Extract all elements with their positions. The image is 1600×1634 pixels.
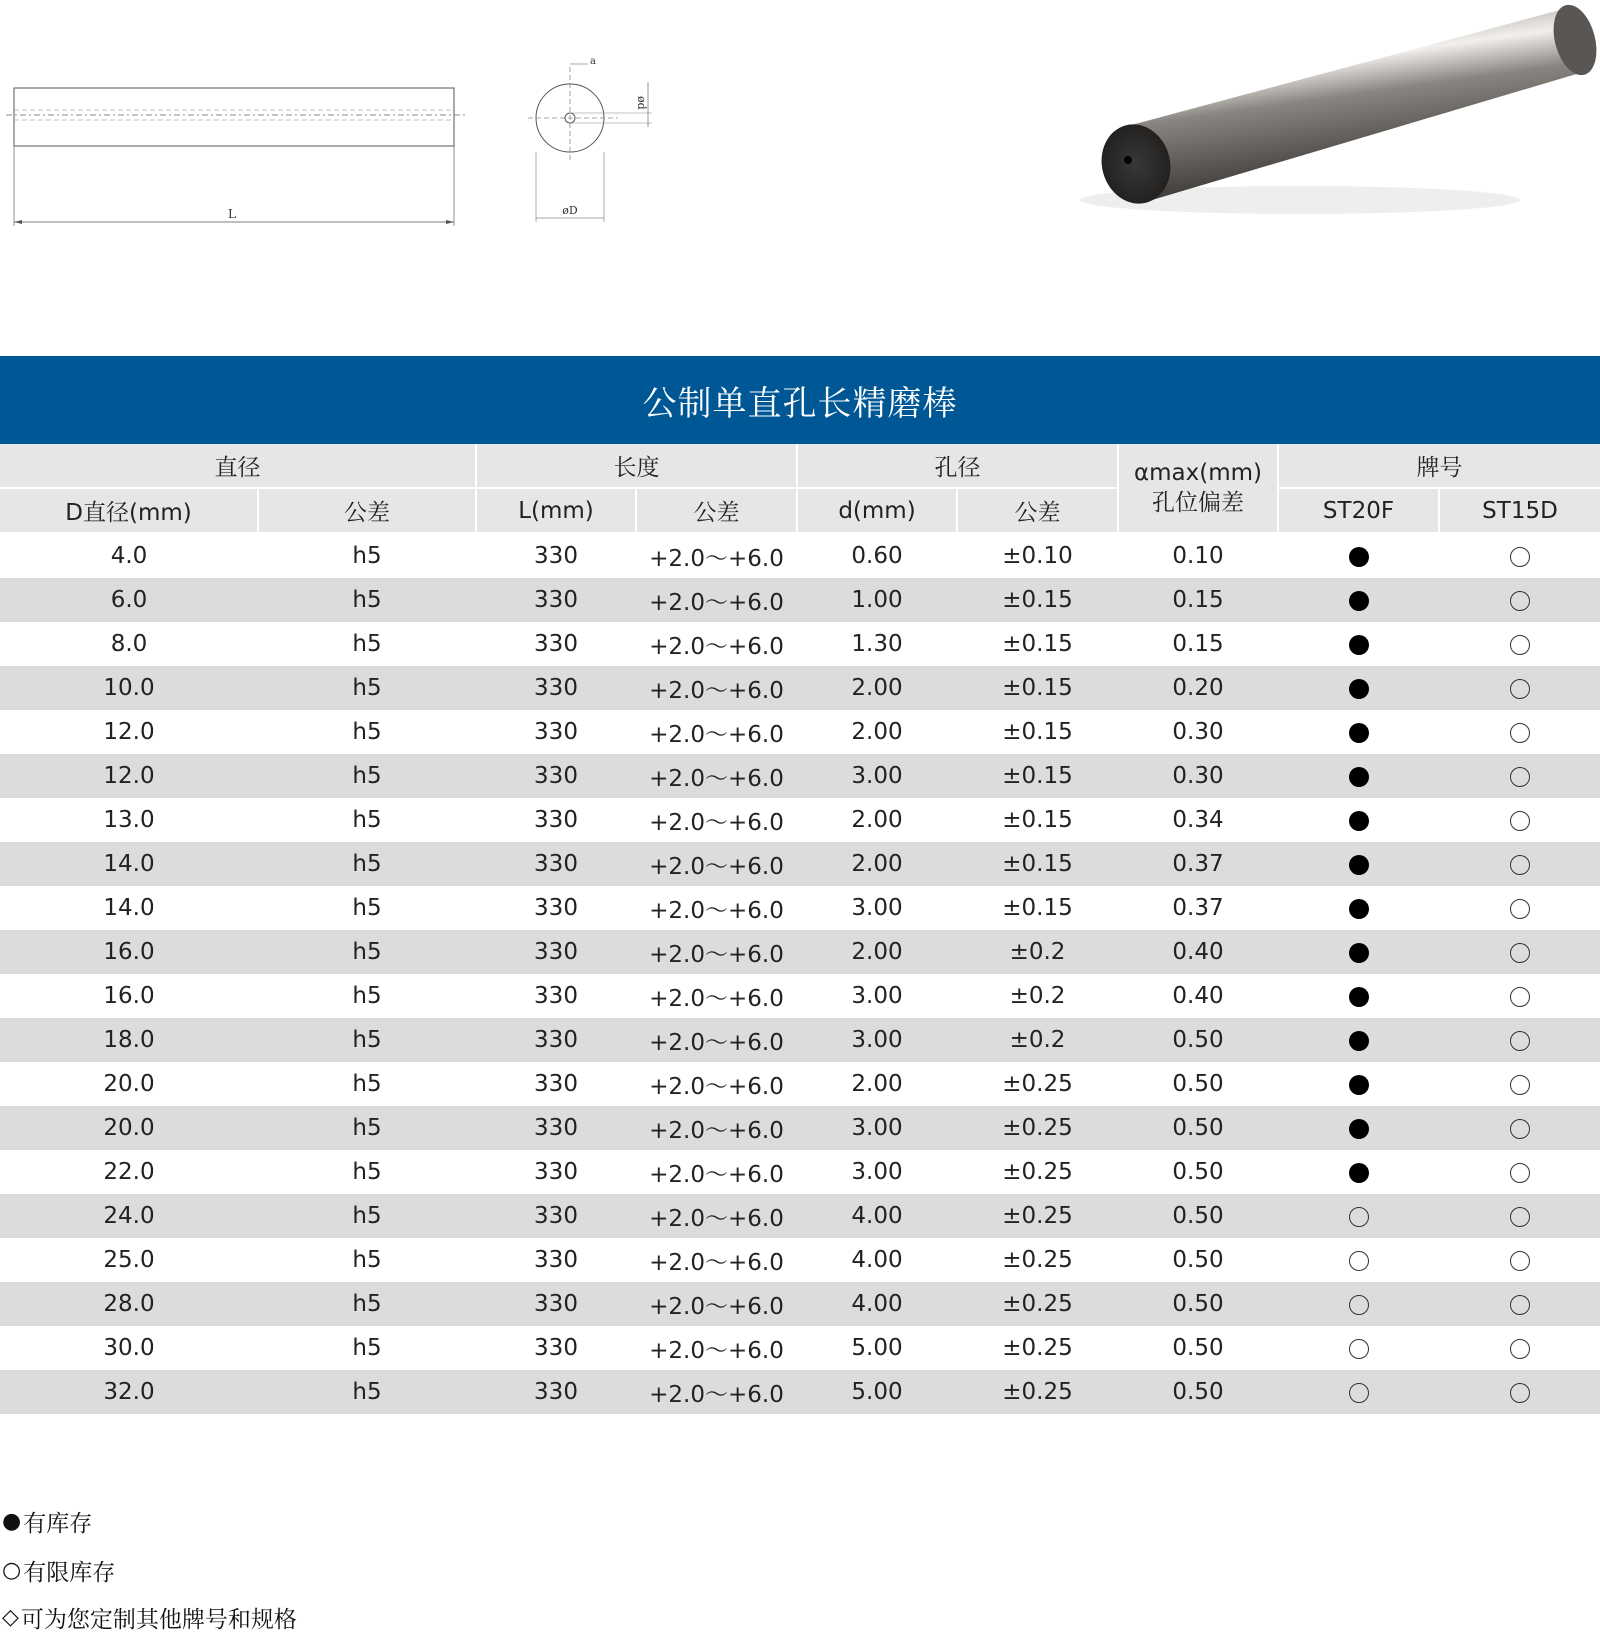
cell-grade-st15d [1439,578,1600,622]
cell-hole-diameter: 5.00 [797,1326,957,1370]
cell-diameter: 4.0 [0,533,258,578]
cell-diameter-tolerance: h5 [258,1194,476,1238]
cell-grade-st15d [1439,842,1600,886]
cell-length-tolerance: +2.0～+6.0 [636,666,797,710]
cell-grade-st20f [1278,1194,1439,1238]
cell-grade-st15d [1439,1326,1600,1370]
cell-length: 330 [476,533,636,578]
header-hole: 孔径 [797,444,1118,488]
empty-circle-icon [1349,1207,1369,1227]
cell-length: 330 [476,842,636,886]
cell-diameter-tolerance: h5 [258,1018,476,1062]
cell-amax: 0.15 [1118,622,1278,666]
cell-diameter: 10.0 [0,666,258,710]
empty-circle-icon [1510,855,1530,875]
cell-hole-diameter: 4.00 [797,1194,957,1238]
cell-grade-st15d [1439,1106,1600,1150]
cell-diameter: 22.0 [0,1150,258,1194]
table-row [0,1370,1600,1414]
dim-label-L: L [228,207,236,221]
subheader-d: d(mm) [797,488,957,533]
empty-circle-icon [1510,811,1530,831]
cell-hole-tolerance: ±0.15 [957,842,1118,886]
subheader-grade-st20f: ST20F [1278,488,1439,533]
cell-length: 330 [476,1194,636,1238]
cell-hole-tolerance: ±0.15 [957,578,1118,622]
carbide-rod-photo [1060,0,1600,230]
cell-grade-st20f [1278,1106,1439,1150]
cell-length-tolerance: +2.0～+6.0 [636,1326,797,1370]
cell-length-tolerance: +2.0～+6.0 [636,1018,797,1062]
table-row [0,1282,1600,1326]
cell-grade-st20f [1278,622,1439,666]
header-amax [1118,444,1278,533]
filled-circle-icon [1349,987,1369,1007]
cell-grade-st20f [1278,1018,1439,1062]
cell-diameter-tolerance: h5 [258,666,476,710]
cell-grade-st15d [1439,1370,1600,1414]
cell-hole-tolerance: ±0.25 [957,1326,1118,1370]
cell-length-tolerance: +2.0～+6.0 [636,578,797,622]
cell-length-tolerance: +2.0～+6.0 [636,930,797,974]
cell-length: 330 [476,1370,636,1414]
cell-length-tolerance: +2.0～+6.0 [636,974,797,1018]
cell-diameter-tolerance: h5 [258,974,476,1018]
cell-amax: 0.20 [1118,666,1278,710]
empty-circle-icon [1510,1339,1530,1359]
filled-circle-icon [1349,1119,1369,1139]
cell-hole-tolerance: ±0.10 [957,533,1118,578]
cell-grade-st20f [1278,1062,1439,1106]
cell-diameter-tolerance: h5 [258,1106,476,1150]
cell-grade-st20f [1278,533,1439,578]
cell-amax: 0.50 [1118,1194,1278,1238]
table-row [0,710,1600,754]
cell-amax: 0.50 [1118,1326,1278,1370]
cell-amax: 0.50 [1118,1238,1278,1282]
cell-length-tolerance: +2.0～+6.0 [636,1150,797,1194]
cell-diameter-tolerance: h5 [258,1370,476,1414]
cell-diameter: 12.0 [0,754,258,798]
cell-diameter: 20.0 [0,1106,258,1150]
side-view-drawing [6,78,476,228]
filled-circle-icon [1349,811,1369,831]
cell-length: 330 [476,930,636,974]
cell-hole-diameter: 3.00 [797,886,957,930]
cell-amax: 0.37 [1118,842,1278,886]
spec-table-body [0,533,1600,1414]
cell-length-tolerance: +2.0～+6.0 [636,710,797,754]
cell-amax: 0.50 [1118,1150,1278,1194]
legend-in-stock [2,1505,92,1538]
cell-grade-st20f [1278,578,1439,622]
empty-circle-icon [1510,1163,1530,1183]
table-row [0,798,1600,842]
cell-hole-tolerance: ±0.2 [957,930,1118,974]
filled-circle-icon [1349,679,1369,699]
cell-diameter-tolerance: h5 [258,754,476,798]
cell-grade-st15d [1439,886,1600,930]
cell-diameter: 25.0 [0,1238,258,1282]
table-row [0,930,1600,974]
cell-hole-diameter: 5.00 [797,1370,957,1414]
cell-diameter-tolerance: h5 [258,1238,476,1282]
filled-circle-icon [1349,547,1369,567]
empty-circle-icon: ○ [2,1558,22,1583]
filled-circle-icon [1349,723,1369,743]
cell-diameter-tolerance: h5 [258,1150,476,1194]
cell-grade-st15d [1439,622,1600,666]
cell-grade-st15d [1439,798,1600,842]
cell-length: 330 [476,622,636,666]
subheader-d-tol: 公差 [957,488,1118,533]
cell-diameter: 30.0 [0,1326,258,1370]
cell-grade-st20f [1278,798,1439,842]
cell-grade-st15d [1439,1150,1600,1194]
cell-amax: 0.40 [1118,974,1278,1018]
cell-amax: 0.30 [1118,754,1278,798]
header-length: 长度 [476,444,797,488]
cell-diameter: 24.0 [0,1194,258,1238]
cell-length-tolerance: +2.0～+6.0 [636,842,797,886]
filled-circle-icon [1349,899,1369,919]
filled-circle-icon [1349,1075,1369,1095]
cell-amax: 0.34 [1118,798,1278,842]
filled-circle-icon [1349,767,1369,787]
dim-label-d: ød [635,96,648,110]
cell-grade-st15d [1439,1238,1600,1282]
cell-hole-diameter: 2.00 [797,666,957,710]
table-row [0,842,1600,886]
cell-grade-st15d [1439,754,1600,798]
cell-length: 330 [476,1062,636,1106]
cell-length-tolerance: +2.0～+6.0 [636,533,797,578]
end-view-drawing [528,52,668,232]
cell-hole-tolerance: ±0.2 [957,1018,1118,1062]
cell-grade-st20f [1278,1370,1439,1414]
empty-circle-icon [1510,899,1530,919]
cell-grade-st20f [1278,666,1439,710]
empty-circle-icon [1349,1295,1369,1315]
cell-diameter-tolerance: h5 [258,798,476,842]
cell-diameter-tolerance: h5 [258,842,476,886]
cell-grade-st20f [1278,754,1439,798]
cell-grade-st20f [1278,1326,1439,1370]
table-row [0,1062,1600,1106]
table-row [0,974,1600,1018]
cell-hole-tolerance: ±0.25 [957,1062,1118,1106]
cell-hole-diameter: 2.00 [797,710,957,754]
cell-hole-tolerance: ±0.15 [957,666,1118,710]
legend-custom [2,1601,297,1634]
cell-length: 330 [476,974,636,1018]
cell-diameter-tolerance: h5 [258,578,476,622]
cell-hole-tolerance: ±0.2 [957,974,1118,1018]
cell-amax: 0.50 [1118,1370,1278,1414]
cell-length: 330 [476,1106,636,1150]
cell-grade-st15d [1439,666,1600,710]
subheader-D-tol: 公差 [258,488,476,533]
cell-grade-st20f [1278,710,1439,754]
empty-circle-icon [1510,591,1530,611]
cell-length-tolerance: +2.0～+6.0 [636,798,797,842]
subheader-D: D直径(mm) [0,488,258,533]
cell-length-tolerance: +2.0～+6.0 [636,1238,797,1282]
cell-amax: 0.37 [1118,886,1278,930]
cell-diameter: 6.0 [0,578,258,622]
empty-circle-icon [1349,1339,1369,1359]
cell-amax: 0.30 [1118,710,1278,754]
cell-grade-st15d [1439,710,1600,754]
cell-length-tolerance: +2.0～+6.0 [636,622,797,666]
cell-hole-diameter: 3.00 [797,1106,957,1150]
cell-diameter-tolerance: h5 [258,710,476,754]
spec-table-section [0,356,1600,1414]
cell-hole-tolerance: ±0.15 [957,710,1118,754]
empty-circle-icon [1349,1383,1369,1403]
legend-in-stock-text: 有库存 [23,1511,93,1537]
cell-grade-st20f [1278,974,1439,1018]
cell-hole-tolerance: ±0.15 [957,622,1118,666]
legend-limited-stock-text: 有限库存 [23,1560,116,1586]
cell-hole-tolerance: ±0.15 [957,754,1118,798]
table-row [0,533,1600,578]
diamond-icon: ◇ [2,1605,19,1630]
filled-circle-icon [1349,635,1369,655]
cell-length: 330 [476,1150,636,1194]
table-row [0,1106,1600,1150]
cell-diameter: 14.0 [0,886,258,930]
cell-length-tolerance: +2.0～+6.0 [636,754,797,798]
table-row [0,886,1600,930]
empty-circle-icon [1510,723,1530,743]
filled-circle-icon [1349,1163,1369,1183]
cell-diameter: 16.0 [0,974,258,1018]
cell-hole-tolerance: ±0.25 [957,1106,1118,1150]
cell-amax: 0.10 [1118,533,1278,578]
cell-hole-diameter: 1.00 [797,578,957,622]
cell-hole-diameter: 1.30 [797,622,957,666]
header-amax-line2: 孔位偏差 [1152,490,1244,516]
empty-circle-icon [1510,987,1530,1007]
cell-hole-diameter: 4.00 [797,1238,957,1282]
cell-diameter: 12.0 [0,710,258,754]
filled-circle-icon [1349,943,1369,963]
subheader-L-tol: 公差 [636,488,797,533]
empty-circle-icon [1510,1119,1530,1139]
table-title: 公制单直孔长精磨棒 [0,356,1600,444]
cell-diameter: 28.0 [0,1282,258,1326]
empty-circle-icon [1510,679,1530,699]
cell-diameter-tolerance: h5 [258,1282,476,1326]
cell-hole-tolerance: ±0.25 [957,1194,1118,1238]
cell-amax: 0.50 [1118,1106,1278,1150]
cell-hole-tolerance: ±0.15 [957,798,1118,842]
cell-grade-st20f [1278,842,1439,886]
empty-circle-icon [1510,1383,1530,1403]
cell-hole-diameter: 4.00 [797,1282,957,1326]
cell-hole-tolerance: ±0.25 [957,1282,1118,1326]
cell-diameter-tolerance: h5 [258,533,476,578]
cell-diameter: 14.0 [0,842,258,886]
header-diameter: 直径 [0,444,476,488]
empty-circle-icon [1510,1295,1530,1315]
empty-circle-icon [1510,635,1530,655]
header-grade: 牌号 [1278,444,1600,488]
cell-grade-st20f [1278,1238,1439,1282]
table-row [0,1238,1600,1282]
table-row [0,754,1600,798]
cell-diameter: 8.0 [0,622,258,666]
cell-length: 330 [476,886,636,930]
cell-diameter-tolerance: h5 [258,1062,476,1106]
table-row [0,578,1600,622]
legend-custom-text: 可为您定制其他牌号和规格 [20,1607,297,1633]
cell-grade-st20f [1278,930,1439,974]
table-row [0,1326,1600,1370]
cell-grade-st15d [1439,930,1600,974]
filled-circle-icon: ● [2,1509,22,1534]
cell-hole-diameter: 2.00 [797,930,957,974]
cell-diameter-tolerance: h5 [258,886,476,930]
filled-circle-icon [1349,591,1369,611]
cell-length-tolerance: +2.0～+6.0 [636,886,797,930]
cell-grade-st15d [1439,974,1600,1018]
cell-grade-st15d [1439,1018,1600,1062]
cell-length: 330 [476,710,636,754]
cell-amax: 0.15 [1118,578,1278,622]
empty-circle-icon [1510,767,1530,787]
cell-hole-diameter: 3.00 [797,974,957,1018]
cell-diameter: 20.0 [0,1062,258,1106]
table-row [0,1194,1600,1238]
cell-diameter-tolerance: h5 [258,930,476,974]
cell-hole-tolerance: ±0.25 [957,1370,1118,1414]
empty-circle-icon [1510,1075,1530,1095]
filled-circle-icon [1349,855,1369,875]
empty-circle-icon [1510,943,1530,963]
cell-length: 330 [476,666,636,710]
cell-diameter: 13.0 [0,798,258,842]
cell-hole-tolerance: ±0.25 [957,1150,1118,1194]
cell-hole-diameter: 3.00 [797,1150,957,1194]
table-row [0,1150,1600,1194]
filled-circle-icon [1349,1031,1369,1051]
cell-grade-st15d [1439,1194,1600,1238]
empty-circle-icon [1349,1251,1369,1271]
cell-amax: 0.40 [1118,930,1278,974]
cell-length-tolerance: +2.0～+6.0 [636,1282,797,1326]
cell-hole-diameter: 3.00 [797,1018,957,1062]
cell-grade-st20f [1278,1282,1439,1326]
cell-amax: 0.50 [1118,1018,1278,1062]
table-row [0,622,1600,666]
cell-length-tolerance: +2.0～+6.0 [636,1194,797,1238]
cell-hole-diameter: 2.00 [797,842,957,886]
subheader-grade-st15d: ST15D [1439,488,1600,533]
cell-length: 330 [476,1238,636,1282]
cell-hole-diameter: 2.00 [797,1062,957,1106]
cell-length: 330 [476,798,636,842]
cell-grade-st15d [1439,533,1600,578]
cell-grade-st15d [1439,1282,1600,1326]
cell-length: 330 [476,1018,636,1062]
subheader-L: L(mm) [476,488,636,533]
cell-amax: 0.50 [1118,1282,1278,1326]
cell-grade-st20f [1278,1150,1439,1194]
cell-length: 330 [476,1326,636,1370]
dim-label-a: a [590,56,596,67]
cell-hole-diameter: 2.00 [797,798,957,842]
header-amax-line1: αmax(mm) [1133,460,1263,486]
cell-amax: 0.50 [1118,1062,1278,1106]
cell-hole-diameter: 3.00 [797,754,957,798]
cell-grade-st15d [1439,1062,1600,1106]
cell-length-tolerance: +2.0～+6.0 [636,1106,797,1150]
spec-table [0,444,1600,1414]
cell-length-tolerance: +2.0～+6.0 [636,1062,797,1106]
cell-hole-tolerance: ±0.25 [957,1238,1118,1282]
empty-circle-icon [1510,1251,1530,1271]
empty-circle-icon [1510,547,1530,567]
cell-length-tolerance: +2.0～+6.0 [636,1370,797,1414]
cell-diameter-tolerance: h5 [258,1326,476,1370]
table-row [0,1018,1600,1062]
cell-grade-st20f [1278,886,1439,930]
cell-hole-diameter: 0.60 [797,533,957,578]
cell-diameter: 32.0 [0,1370,258,1414]
cell-diameter: 16.0 [0,930,258,974]
cell-hole-tolerance: ±0.15 [957,886,1118,930]
cell-diameter: 18.0 [0,1018,258,1062]
empty-circle-icon [1510,1031,1530,1051]
dim-label-D: øD [562,204,578,217]
cell-length: 330 [476,754,636,798]
empty-circle-icon [1510,1207,1530,1227]
legend-limited-stock [2,1554,115,1587]
cell-length: 330 [476,1282,636,1326]
cell-diameter-tolerance: h5 [258,622,476,666]
table-row [0,666,1600,710]
cell-length: 330 [476,578,636,622]
